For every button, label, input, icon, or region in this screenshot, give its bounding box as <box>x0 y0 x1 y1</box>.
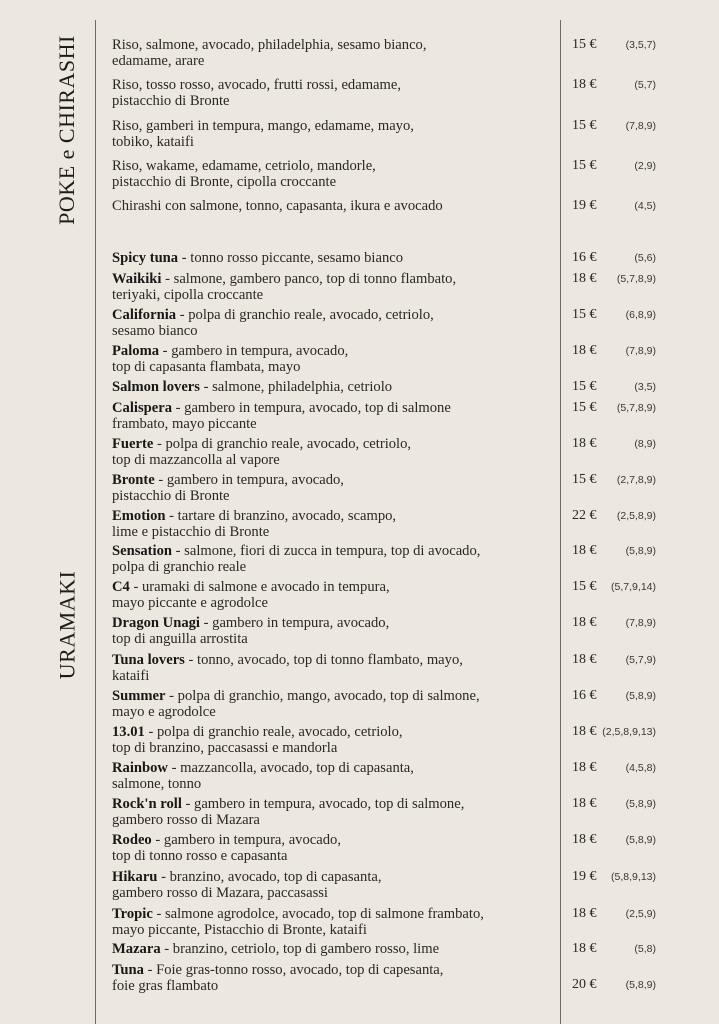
item-description: California - polpa di granchio reale, avocado, cetriolo, sesamo bianco <box>112 307 434 339</box>
item-allergens: (5,7,9) <box>625 654 656 666</box>
item-allergens: (4,5) <box>634 200 656 212</box>
item-allergens: (5,8) <box>634 943 656 955</box>
item-allergens: (2,7,8,9) <box>616 474 656 486</box>
item-allergens: (5,8,9) <box>625 979 656 991</box>
item-price: 16 € <box>572 250 597 265</box>
item-price: 18 € <box>572 77 597 92</box>
item-allergens: (5,7,8,9) <box>616 273 656 285</box>
item-description: Chirashi con salmone, tonno, capasanta, ikura e avocado <box>112 198 443 214</box>
item-allergens: (5,7) <box>634 79 656 91</box>
item-description: Calispera - gambero in tempura, avocado, top di salmone frambato, mayo piccante <box>112 400 451 432</box>
item-description: Hikaru - branzino, avocado, top di capasanta, gambero rosso di Mazara, paccasassi <box>112 869 382 901</box>
item-allergens: (2,5,8,9) <box>616 510 656 522</box>
item-price: 18 € <box>572 343 597 358</box>
item-price: 19 € <box>572 869 597 884</box>
item-description: Riso, salmone, avocado, philadelphia, sesamo bianco, edamame, arare <box>112 37 427 69</box>
item-price: 22 € <box>572 508 597 523</box>
item-allergens: (5,8,9) <box>625 834 656 846</box>
section-title-uramaki-text: URAMAKI <box>54 570 79 680</box>
item-allergens: (5,7,9,14) <box>611 581 656 593</box>
item-description: Tuna - Foie gras-tonno rosso, avocado, top di capesanta, foie gras flambato <box>112 962 444 994</box>
item-description: Salmon lovers - salmone, philadelphia, cetriolo <box>112 379 393 395</box>
item-description: Tuna lovers - tonno, avocado, top di tonno flambato, mayo, kataifi <box>112 652 463 684</box>
price-divider <box>560 20 561 1024</box>
item-description: Rock'n roll - gambero in tempura, avocado, top di salmone, gambero rosso di Mazara <box>112 796 465 828</box>
item-price: 18 € <box>572 615 597 630</box>
item-allergens: (3,5) <box>634 381 656 393</box>
item-price: 15 € <box>572 379 597 394</box>
item-allergens: (5,6) <box>634 252 656 264</box>
item-description: Bronte - gambero in tempura, avocado, pistacchio di Bronte <box>112 472 344 504</box>
item-allergens: (8,9) <box>634 438 656 450</box>
item-allergens: (5,8,9) <box>625 798 656 810</box>
item-description: Emotion - tartare di branzino, avocado, scampo, lime e pistacchio di Bronte <box>112 508 397 540</box>
item-description: Riso, wakame, edamame, cetriolo, mandorle, pistacchio di Bronte, cipolla croccante <box>112 158 376 190</box>
left-divider <box>95 20 96 1024</box>
section-title-poke-text: POKE e CHIRASHI <box>54 35 79 225</box>
section-title-uramaki <box>42 560 92 690</box>
item-description: C4 - uramaki di salmone e avocado in tempura, mayo piccante e agrodolce <box>112 579 390 611</box>
item-price: 15 € <box>572 118 597 133</box>
item-description: Mazara - branzino, cetriolo, top di gambero rosso, lime <box>112 941 440 957</box>
item-price: 15 € <box>572 158 597 173</box>
item-description: Dragon Unagi - gambero in tempura, avocado, top di anguilla arrostita <box>112 615 390 647</box>
item-description: Tropic - salmone agrodolce, avocado, top di salmone frambato, mayo piccante, Pistacchio di Bronte, kataifi <box>112 906 484 938</box>
item-price: 15 € <box>572 579 597 594</box>
item-allergens: (6,8,9) <box>625 309 656 321</box>
item-price: 18 € <box>572 760 597 775</box>
item-description: Summer - polpa di granchio, mango, avocado, top di salmone, mayo e agrodolce <box>112 688 480 720</box>
item-allergens: (5,7,8,9) <box>616 402 656 414</box>
section-title-poke <box>42 30 92 230</box>
item-allergens: (5,8,9) <box>625 545 656 557</box>
item-price: 18 € <box>572 906 597 921</box>
item-price: 16 € <box>572 688 597 703</box>
item-allergens: (7,8,9) <box>625 345 656 357</box>
item-price: 19 € <box>572 198 597 213</box>
item-price: 20 € <box>572 977 597 992</box>
item-price: 18 € <box>572 796 597 811</box>
item-price: 18 € <box>572 271 597 286</box>
item-allergens: (5,8,9,13) <box>611 871 656 883</box>
item-price: 15 € <box>572 400 597 415</box>
item-description: Riso, gamberi in tempura, mango, edamame, mayo, tobiko, kataifi <box>112 118 414 150</box>
item-description: Rainbow - mazzancolla, avocado, top di capasanta, salmone, tonno <box>112 760 414 792</box>
item-price: 18 € <box>572 941 597 956</box>
item-price: 15 € <box>572 37 597 52</box>
item-description: Paloma - gambero in tempura, avocado, top di capasanta flambata, mayo <box>112 343 349 375</box>
item-allergens: (3,5,7) <box>625 39 656 51</box>
item-allergens: (2,5,8,9,13) <box>602 726 656 738</box>
item-description: Riso, tosso rosso, avocado, frutti rossi, edamame, pistacchio di Bronte <box>112 77 401 109</box>
item-description: Sensation - salmone, fiori di zucca in tempura, top di avocado, polpa di granchio reale <box>112 543 481 575</box>
item-allergens: (2,9) <box>634 160 656 172</box>
item-price: 15 € <box>572 307 597 322</box>
item-price: 18 € <box>572 652 597 667</box>
item-price: 18 € <box>572 832 597 847</box>
item-price: 18 € <box>572 543 597 558</box>
item-allergens: (7,8,9) <box>625 120 656 132</box>
item-description: 13.01 - polpa di granchio reale, avocado, cetriolo, top di branzino, paccasassi e mandorla <box>112 724 403 756</box>
item-price: 18 € <box>572 436 597 451</box>
item-price: 18 € <box>572 724 597 739</box>
item-allergens: (4,5,8) <box>625 762 656 774</box>
item-description: Rodeo - gambero in tempura, avocado, top di tonno rosso e capasanta <box>112 832 341 864</box>
item-price: 15 € <box>572 472 597 487</box>
item-allergens: (2,5,9) <box>625 908 656 920</box>
item-allergens: (5,8,9) <box>625 690 656 702</box>
item-description: Spicy tuna - tonno rosso piccante, sesamo bianco <box>112 250 404 266</box>
item-allergens: (7,8,9) <box>625 617 656 629</box>
item-description: Waikiki - salmone, gambero panco, top di tonno flambato, teriyaki, cipolla croccante <box>112 271 457 303</box>
item-description: Fuerte - polpa di granchio reale, avocado, cetriolo, top di mazzancolla al vapore <box>112 436 412 468</box>
